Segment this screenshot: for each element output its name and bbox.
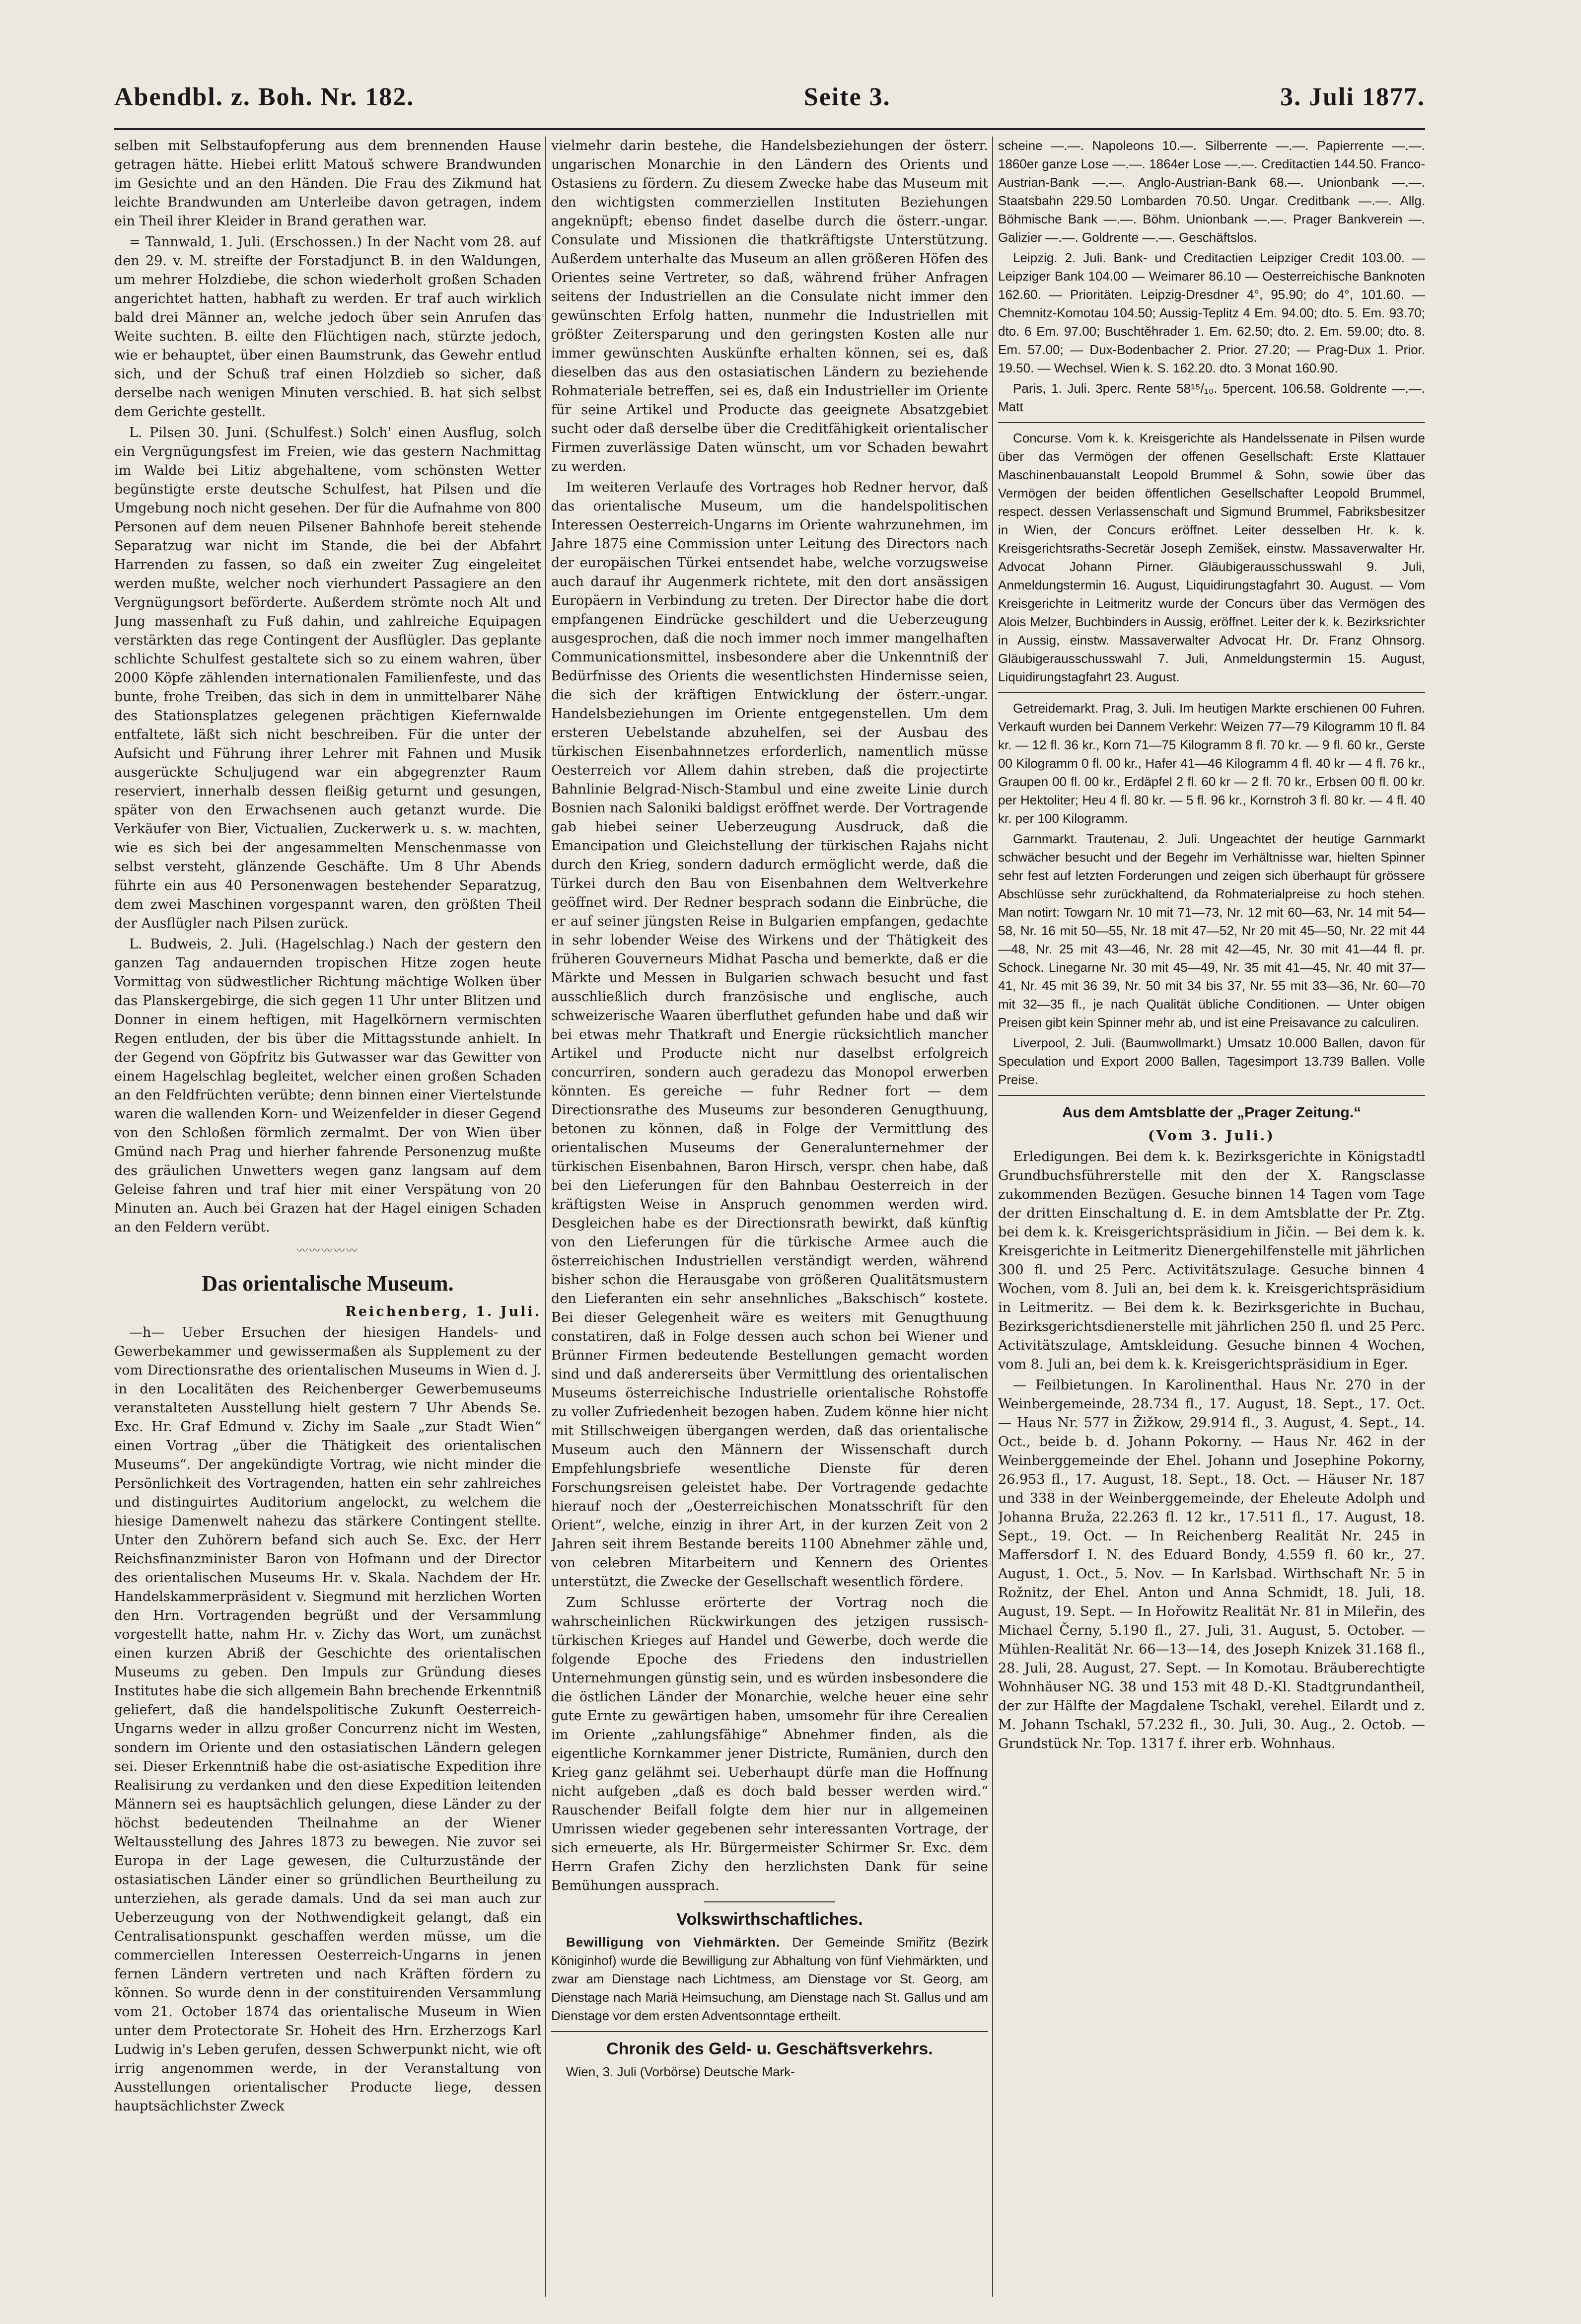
section-title-museum: Das orientalische Museum. bbox=[202, 1271, 454, 1296]
article-concurse: Concurse. Vom k. k. Kreisgerichte als Handelssenate in Pilsen wurde über das Vermögen der offenen Gesellschaft: Erste Klattauer Maschinenbauanstalt Leopold Brummel & Sohn, sowie über das Vermögen der beiden öffentlichen Gesellschafter Leopold Brummel, respect. dessen Verlassenschaft und Sigmund Brummel, Fabriksbesitzer in Wien, der Concurs eröffnet. Leiter desselben Hr. k. k. Kreisgerichtsraths-Secretär Joseph Zemišek, einstw. Massaverwalter Hr. Advocat Johann Pirner. Gläubigerausschusswahl 9. Juli, Anmeldungstermin 16. August, Liquidirungstagfahrt 30. August. — Vom Kreisgerichte in Leitmeritz wurde der Concurs über das Vermögen des Alois Melzer, Buchbinders in Aussig, eröffnet. Leiter der k. k. Bezirksrichter in Aussig, einstw. Massaverwalter Advocat Hr. Dr. Franz Ohnsorg. Gläubigerausschusswahl 7. Juli, Anmeldungstermin 15. August, Liquidirungstagfahrt 23. August. bbox=[998, 431, 1425, 684]
header-issue: Abendbl. z. Boh. Nr. 182. bbox=[114, 82, 415, 111]
section-rule-5 bbox=[998, 1095, 1425, 1096]
market-garn: Garnmarkt. Trautenau, 2. Juli. Ungeachtet der heutige Garnmarkt schwächer besucht und der Begehr im Verhältnisse war, hielten Spinner sehr fest auf letzten Forderungen und zeigen sich überhaupt für grössere Abschlüsse sehr zurückhaltend, da Rohmaterialpreise zu hoch stehen. Man notirt: Towgarn Nr. 10 mit 71—73, Nr. 12 mit 60—63, Nr. 14 mit 54—58, Nr. 16 mit 50—55, Nr. 18 mit 47—52, Nr 20 mit 45—50, Nr. 22 mit 44—48, Nr. 25 mit 43—46, Nr. 28 mit 42—45, Nr. 30 mit 41—44 fl. pr. Schock. Linegarne Nr. 30 mit 45—49, Nr. 35 mit 41—45, Nr. 40 mit 37—41, Nr. 45 mit 36 39, Nr. 50 mit 34 bis 37, Nr. 55 mit 33—36, Nr. 60—70 mit 32—35 fl., je nach Qualität übliche Conditionen. — Unter obigen Preisen gibt kein Spinner mehr ab, und ist eine Preisavance zu calculiren. bbox=[998, 831, 1425, 1030]
section-rule-2 bbox=[551, 2031, 988, 2032]
ornament-divider: 〰〰〰〰〰 bbox=[296, 1245, 359, 1257]
market-liverpool: Liverpool, 2. Juli. (Baumwollmarkt.) Umsatz 10.000 Ballen, davon für Speculation und Export 2000 Ballen, Tagesimport 13.739 Ballen. Volle Preise. bbox=[998, 1035, 1425, 1087]
section-title-amtsblatt: Aus dem Amtsblatte der „Prager Zeitung.“ bbox=[1062, 1104, 1362, 1121]
viehmaerkte-lead: Bewilligung von Viehmärkten. bbox=[566, 1935, 781, 1950]
viehmaerkte-text: Der Gemeinde Smiřitz (Bezirk Königinhof) wurde die Bewilligung zur Abhaltung von fünf Viehmärkten, und zwar am Dienstage nach Lichtmess, am Dienstage vor St. Georg, am Dienstage nach Mariä Heimsuchung, am Dienstage nach St. Gallus und am Dienstage vor dem ersten Adventsonntage ertheilt. bbox=[551, 1935, 988, 2023]
article-fire-continued: selben mit Selbstaufopferung aus dem brennenden Hause getragen hätte. Hiebei erlitt Matouš schwere Brandwunden im Gesichte und an den Händen. Die Frau des Zikmund hat leichte Brandwunden am Unterleibe davon getragen, indem ein Theil ihrer Kleider in Brand gerathen war. bbox=[114, 138, 541, 229]
article-erledigungen: Erledigungen. Bei dem k. k. Bezirksgerichte in Königstadtl Grundbuchsführerstelle mit den der X. Rangsclasse zukommenden Bezügen. Gesuche binnen 14 Tagen vom Tage der dritten Einschaltung d. E. in dem Amtsblatte der Pr. Ztg. bei dem k. k. Kreisgerichtspräsidium in Jičin. — Bei dem k. k. Kreisgerichte in Leitmeritz Dienergehilfenstelle mit jährlichen 300 fl. und 25 Perc. Activitätszulage. Gesuche binnen 4 Wochen, vom 8. Juli an, bei dem k. k. Kreisgerichtspräsidium in Leitmeritz. — Bei dem k. k. Bezirksgerichte in Buchau, Bezirksgerichtsdienerstelle mit jährlichen 250 fl. und 25 Perc. Activitätszulage, Amtskleidung. Gesuche binnen 4 Wochen, vom 8. Juli an, bei dem k. k. Kreisgerichtspräsidium in Eger. bbox=[998, 1149, 1425, 1372]
article-museum: —h— Ueber Ersuchen der hiesigen Handels- und Gewerbekammer und gewissermaßen als Supplement zu der vom Directionsrathe des orientalischen Museums in Wien d. J. in den Localitäten des Reichenberger Gewerbemuseums veranstalteten Ausstellung hielt gestern 7 Uhr Abends Se. Exc. Hr. Graf Edmund v. Zichy im Saale „zur Stadt Wien“ einen Vortrag „über die Thätigkeit des orientalischen Museums“. Der angekündigte Vortrag, wie nicht minder die Persönlichkeit des Vortragenden, hatten ein sehr zahlreiches und distinguirtes Auditorium angelockt, zu welchem die hiesige Damenwelt nahezu das stärkere Contingent stellte. Unter den Zuhörern befand sich auch Se. Exc. der Herr Reichsfinanzminister Baron von Hofmann und der Director des orientalischen Museums Hr. v. Skala. Nachdem der Hr. Handelskammerpräsident v. Siegmund mit herzlichen Worten den Hrn. Vortragenden begrüßt und der Versammlung vorgestellt hatte, nahm Hr. v. Zichy das Wort, um zunächst einen kurzen Abriß der Geschichte des orientalischen Museums zu geben. Den Impuls zur Gründung dieses Institutes habe die sich allgemein Bahn brechende Erkenntniß geliefert, daß die handelspolitische Zukunft Oesterreich-Ungarns weder in allzu großer Concurrenz nicht im Westen, sondern im Oriente und den ostasiatischen Ländern gelegen sei. Dieser Erkenntniß habe die ost-asiatische Expedition ihre Realisirung zu verdanken und den diese Expedition leitenden Männern sei es hauptsächlich gelungen, diese Länder zu der höchst bedeutenden Theilnahme an der Wiener Weltausstellung des Jahres 1873 zu bewegen. Nie zuvor sei Europa in der Lage gewesen, die Culturzustände der ostasiatischen Länder einer so gründlichen Beurtheilung zu unterziehen, als gerade damals. Und da sei man auch zur Ueberzeugung von der Nothwendigkeit gelangt, daß ein Centralisationspunkt geschaffen werden müsse, um die commerciellen Interessen Oesterreich-Ungarns in jenen fernen Ländern vertreten und nach Kräften fördern zu können. So wurde denn in der constituirenden Versammlung vom 21. October 1874 das orientalische Museum in Wien unter dem Protectorate Sr. Hoheit des Hrn. Erzherzogs Karl Ludwig in's Leben gerufen, dessen Schwerpunkt nicht, wie oft irrig angenommen werde, in der Veranstaltung von Ausstellungen orientalischer Producte liege, dessen hauptsächlichster Zweck bbox=[114, 1325, 541, 2114]
section-rule-4 bbox=[998, 692, 1425, 693]
article-pilsen: L. Pilsen 30. Juni. (Schulfest.) Solch' einen Ausflug, solch ein Vergnügungsfest im Freien, wie das gestern Nachmittag im Walde bei Litiz abgehaltene, vom schönsten Wetter begünstigte erste deutsche Schulfest, hat Pilsen und die Umgebung noch nicht gesehen. Der für die Aufnahme von 800 Personen auf dem neuen Pilsener Bahnhofe bereit stehende Separatzug war nicht im Stande, die bei der Abfahrt Harrenden zu fassen, so daß ein zweiter Zug eingeleitet werden mußte, welcher noch vierhundert Passagiere an den Vergnügungsort beförderte. Außerdem strömte noch Alt und Jung massenhaft zu Fuß dahin, und zahlreiche Equipagen verstärkten das rege Contingent der Ausflügler. Das geplante schlichte Schulfest gestaltete sich so zu einem wahren, über 2000 Köpfe zählenden internationalen Familienfeste, und das bunte, frohe Treiben, das sich in dem in unmittelbarer Nähe des Stationsplatzes gelegenen prächtigen Kiefernwalde entfaltete, läßt sich nicht beschreiben. Für die unter der Aufsicht und Führung ihrer Lehrer mit Fahnen und Musik ausgerückte Schuljugend war ein abgegrenzter Raum reserviert, innerhalb dessen fleißig geturnt und gesungen, später von den Erwachsenen auch getanzt wurde. Die Verkäufer von Bier, Victualien, Zuckerwerk u. s. w. machten, wie es sich bei der angesammelten Menschenmasse von selbst versteht, glänzende Geschäfte. Um 8 Uhr Abends führte ein aus 40 Personenwagen bestehender Separatzug, dem zwei Maschinen vorgespannt waren, den größten Theil der Ausflügler nach Pilsen zurück. bbox=[114, 425, 541, 931]
article-museum-lecture: Im weiteren Verlaufe des Vortrages hob Redner hervor, daß das orientalische Museum, um die handelspolitischen Interessen Oesterreich-Ungarns im Oriente wahrzunehmen, im Jahre 1875 eine Commission unter Leitung des Directors nach der europäischen Türkei entsendet habe, welche vorzugsweise auch darauf ihr Augenmerk richtete, mit den dort ansässigen Europäern in Verbindung zu treten. Der Director habe die dort empfangenen Eindrücke geschildert und die Ueberzeugung ausgesprochen, daß die noch immer noch immer mangelhaften Communicationsmittel, insbesondere aber die Unkenntniß der Bedürfnisse des Orients die wesentlichsten Hindernisse seien, die sich der kräftigen Entwicklung der österr.-ungar. Handelsbeziehungen im Oriente entgegenstellen. Um dem ersteren Uebelstande abzuhelfen, sei der Ausbau des türkischen Eisenbahnnetzes erforderlich, namentlich müsse Oesterreich vor Allem dahin streben, daß die projectirte Bahnlinie Belgrad-Nisch-Stambul und eine zweite Linie durch Bosnien nach Saloniki baldigst eröffnet werde. Der Vortragende gab hiebei seiner Ueberzeugung Ausdruck, daß die Emancipation und Gleichstellung der türkischen Rajahs nicht durch den Krieg, sondern dadurch ermöglicht werde, daß die Türkei durch den Bau von Eisenbahnen dem Weltverkehre geöffnet wird. Der Redner besprach sodann die Einbrüche, die er auf seiner jüngsten Reise in Bulgarien empfangen, gedachte in sehr lobender Weise des Wirkens und der Thätigkeit des früheren Gouverneurs Midhat Pascha und bemerkte, daß er die Märkte und Messen in Bulgarien schwach besucht und fast ausschließlich durch französische und englische, auch schweizerische Waaren überfluthet gefunden habe und daß wir bei etwas mehr Thatkraft und Energie rücksichtlich mancher Artikel und Producte nicht nur daselbst erfolgreich concurriren, sondern auch geradezu das Monopol erwerben könnten. Es gereiche — fuhr Redner fort — dem Directionsrathe des Museums zur besonderen Genugthuung, betonen zu können, daß in Folge der Vermittlung des orientalischen Museums der Generalunternehmer der türkischen Eisenbahnen, Baron Hirsch, verspr. chen habe, daß bei den Lieferungen für den Bahnbau Oesterreich in der kräftigsten Weise in Anspruch genommen werden wird. Desgleichen habe es der Directionsrath bewirkt, daß künftig von den Lieferungen für die türkische Armee auch die österreichischen Industriellen verständigt werden, während bisher schon die Herausgabe von größeren Qualitätsmustern den Lieferanten ein sehr ansehnliches „Bakschisch“ kostete. Bei dieser Gelegenheit wäre es weiters mit Genugthuung constatiren, daß in Folge dessen auch schon bei Wiener und Brünner Firmen bedeutende Bestellungen gemacht worden sind und daß andererseits über Vermittlung des orientalischen Museums österreichische Industrielle orientalische Rohstoffe zu voller Zufriedenheit bezogen haben. Zudem könne hier nicht mit Stillschweigen übergangen werden, daß das orientalische Museum auch den Männern der Wissenschaft durch Empfehlungsbriefe wesentliche Dienste für deren Forschungsreisen geleistet habe. Der Vortragende gedachte hierauf noch der „Oesterreichischen Monatsschrift für den Orient“, welche, einzig in ihrer Art, in der kurzen Zeit von 2 Jahren seit ihrem Bestande bereits 1100 Abnehmer zähle und, von celebren Mitarbeitern und Kennern des Orientes unterstützt, die Zwecke der Gesellschaft wesentlich fördere. bbox=[551, 480, 988, 1590]
section-title-chronik: Chronik des Geld- u. Geschäftsverkehrs. bbox=[606, 2039, 933, 2058]
header-date: 3. Juli 1877. bbox=[1280, 82, 1425, 111]
header-page-number: Seite 3. bbox=[803, 82, 891, 111]
market-paris: Paris, 1. Juli. 3perc. Rente 58¹⁵/₁₀. 5percent. 106.58. Goldrente —.—. Matt bbox=[998, 381, 1425, 414]
column-2 bbox=[551, 137, 988, 2297]
market-leipzig: Leipzig. 2. Juli. Bank- und Creditactien Leipziger Credit 103.00. — Leipziger Bank 104.00 — Weimarer 86.10 — Oesterreichische Banknoten 162.60. — Prioritäten. Leipzig-Dresdner 4°, 95.90; do 4°, 101.60. — Chemnitz-Komotau 104.50; Aussig-Teplitz 4 Em. 94.00; dto. 5. Em. 93.70; dto. 6 Em. 97.00; Buschtěhrader 1. Em. 62.50; dto. 2. Em. 59.00; dto. 8. Em. 57.00; — Dux-Bodenbacher 2. Prior. 27.20; — Prag-Dux 1. Prior. 19.50. — Wechsel. Wien k. S. 162.20. dto. 3 Monat 160.90. bbox=[998, 250, 1425, 375]
article-wien-boerse: Wien, 3. Juli (Vorbörse) Deutsche Mark- bbox=[566, 2064, 795, 2079]
column-divider-1 bbox=[545, 137, 546, 2297]
article-tannwald: = Tannwald, 1. Juli. (Erschossen.) In der Nacht vom 28. auf den 29. v. M. streifte der Forstadjunct B. in den Waldungen, um mehrer Holzdiebe, die schon wiederholt großen Schaden angerichtet hatten, habhaft zu werden. Er traf auch wirklich bald drei Männer an, welche jedoch über sein Anrufen das Weite suchten. B. eilte den Flüchtigen nach, stürzte jedoch, wie er behauptet, über einen Baumstrunk, das Gewehr entlud sich, und der Schuß traf einen Holzdieb so sicher, daß derselbe nach wenigen Minuten verschied. B. hat sich selbst dem Gerichte gestellt. bbox=[114, 234, 541, 420]
market-getreide: Getreidemarkt. Prag, 3. Juli. Im heutigen Markte erschienen 00 Fuhren. Verkauft wurden bei Dannem Verkehr: Weizen 77—79 Kilogramm 10 fl. 84 kr. — 12 fl. 36 kr., Korn 71—75 Kilogramm 8 fl. 70 kr. — 9 fl. 60 kr., Gerste 00 Kilogramm 0 fl. 00 kr., Hafer 41—46 Kilogramm 4 fl. 40 kr — 4 fl. 76 kr., Graupen 00 fl. 00 kr., Erdäpfel 2 fl. 60 kr — 2 fl. 70 kr., Erbsen 00 fl. 00 kr. per Hektoliter; Heu 4 fl. 80 kr. — 5 fl. 96 kr., Kornstroh 3 fl. 80 kr. — 4 fl. 40 kr. per 100 Kilogramm. bbox=[998, 701, 1425, 826]
section-rule-3 bbox=[998, 422, 1425, 423]
section-rule bbox=[704, 1901, 835, 1902]
article-museum-conclusion: Zum Schlusse erörterte der Vortrag noch die wahrscheinlichen Rückwirkungen des jetzigen russisch-türkischen Krieges auf Handel und Gewerbe, doch werde die folgende Epoche des Friedens den industriellen Unternehmungen günstig sein, und es würden insbesondere die die östlichen Länder der Monarchie, welche heuer eine sehr gute Ernte zu gewärtigen haben, umsomehr für ihre Cerealien im Oriente „zahlungsfähige“ Abnehmer finden, als die eigentliche Kornkammer jener Districte, Rumänien, durch den Krieg ganz gelähmt sei. Ueberhaupt dürfe man die Hoffnung nicht aufgeben „daß es doch bald besser werden wird.“ Rauschender Beifall folgte dem hier nur in allgemeinen Umrissen wieder gegebenen sehr interessanten Vortrage, der sich erneuerte, als Hr. Bürgermeister Schirmer Sr. Exc. dem Herrn Grafen Zichy den herzlichsten Dank für seine Bemühungen aussprach. bbox=[551, 1595, 988, 1893]
column-3 bbox=[998, 137, 1425, 2297]
market-wien-continued: scheine —.—. Napoleons 10.—. Silberrente —.—. Papierrente —.—. 1860er ganze Lose —.—. 1864er Lose —.—. Creditactien 144.50. Franco-Austrian-Bank —.—. Anglo-Austrian-Bank 68.—. Unionbank —.—. Staatsbahn 229.50 Lombarden 70.50. Ungar. Creditbank —.—. Allg. Böhmische Bank —.—. Böhm. Unionbank —.—. Prager Bankverein —. Galizier —.—. Goldrente —.—. Geschäftslos. bbox=[998, 138, 1425, 245]
article-budweis: L. Budweis, 2. Juli. (Hagelschlag.) Nach der gestern den ganzen Tag andauernden tropischen Hitze zogen heute Vormittag von südwestlicher Richtung mächtige Wolken über das Planskergebirge, die sich gegen 11 Uhr unter Blitzen und Donner in einem heftigen, mit Hagelkörnern vermischten Regen entluden, der bis über die Mittagsstunde anhielt. In der Gegend von Göpfritz bis Gutwasser war das Gewitter von einem Hagelschlag begleitet, welcher einen großen Schaden an den Feldfrüchten verübte; denn binnen einer Viertelstunde waren die wallenden Korn- und Weizenfelder in dieser Gegend von den Schloßen förmlich zermalmt. Der von Wien über Gmünd nach Prag und hierher fahrende Personenzug mußte des gräulichen Unwetters wegen ganz langsam auf dem Geleise fahren und traf hier mit einer Verspätung von 20 Minuten an. Auch bei Grazen hat der Hagel einigen Schaden an den Feldern verübt. bbox=[114, 937, 541, 1235]
header-rule bbox=[114, 128, 1425, 130]
column-divider-2 bbox=[992, 137, 993, 2297]
section-title-volkswirthschaft: Volkswirthschaftliches. bbox=[676, 1910, 863, 1929]
article-museum-continued: vielmehr darin bestehe, die Handelsbeziehungen der österr. ungarischen Monarchie in den Ländern des Orients und Ostasiens zu fördern. Zu diesem Zwecke habe das Museum mit den wichtigsten commerziellen Instituten Beziehungen angeknüpft; ebenso findet daselbe durch die österr.-ungar. Consulate und Missionen die thatkräftigste Unterstützung. Außerdem unterhalte das Museum an allen größeren Höfen des Orientes seine Vertreter, so daß, während früher Anfragen seitens der Industriellen an die Consulate nicht immer den gewünschten Erfolg hatten, nunmehr die Industriellen mit größter Zeitersparung und den geringsten Kosten alle nur immer gewünschten Auskünfte erhalten können, sei es, daß dieselben das aus den ostasiatischen Ländern zu beziehende Rohmateriale betreffen, sei es, daß ein Industrieller im Oriente für seine Artikel und Producte das geeignete Absatzgebiet sucht oder daß derselbe über die Creditfähigkeit orientalischer Firmen zuverlässige Daten wünscht, um vor Schaden bewahrt zu werden. bbox=[551, 138, 988, 474]
column-1 bbox=[114, 137, 541, 2297]
amtsblatt-date: (Vom 3. Juli.) bbox=[1148, 1128, 1275, 1144]
article-feilbietungen: — Feilbietungen. In Karolinenthal. Haus Nr. 270 in der Weinbergemeinde, 28.734 fl., 17. August, 18. Sept., 17. Oct. — Haus Nr. 577 in Žižkow, 29.914 fl., 3. August, 4. Sept., 14. Oct., beide b. d. Johann Pokorny. — Haus Nr. 462 in der Weinberggemeinde der Ehel. Johann und Josephine Pokorny, 26.953 fl., 17. August, 18. Sept., 18. Oct. — Häuser Nr. 187 und 338 in der Weinberggemeinde, der Eheleute Adolph und Johanna Bruža, 22.263 fl. 12 kr., 17.511 fl., 17. August, 18. Sept., 19. Oct. — In Reichenberg Realität Nr. 245 in Maffersdorf I. N. des Eduard Bondy, 4.559 fl. 60 kr., 27. August, 1. Oct., 5. Nov. — In Karlsbad. Wirthschaft Nr. 5 in Rožnitz, der Ehel. Anton und Anna Schmidt, 18. Juli, 18. August, 19. Sept. — In Hořowitz Realität Nr. 81 in Mileřin, des Michael Černy, 5.190 fl., 27. Juli, 31. August, 5. October. — Mühlen-Realität Nr. 66—13—14, des Joseph Knizek 31.168 fl., 28. Juli, 28. August, 27. Sept. — In Komotau. Bräuberechtigte Wohnhäuser NG. 38 und 153 mit 48 D.-Kl. Stadtgrundantheil, der zur Hälfte der Magdalene Tschakl, verehel. Eilardt und z. M. Johann Tschakl, 57.232 fl., 30. Juli, 30. Aug., 2. Octob. — Grundstück Nr. Top. 1317 f. ihrer erb. Wohnhaus. bbox=[998, 1378, 1425, 1751]
dateline-reichenberg: Reichenberg, 1. Juli. bbox=[345, 1304, 541, 1319]
page-header bbox=[114, 74, 1425, 119]
article-viehmaerkte bbox=[551, 1933, 988, 2025]
